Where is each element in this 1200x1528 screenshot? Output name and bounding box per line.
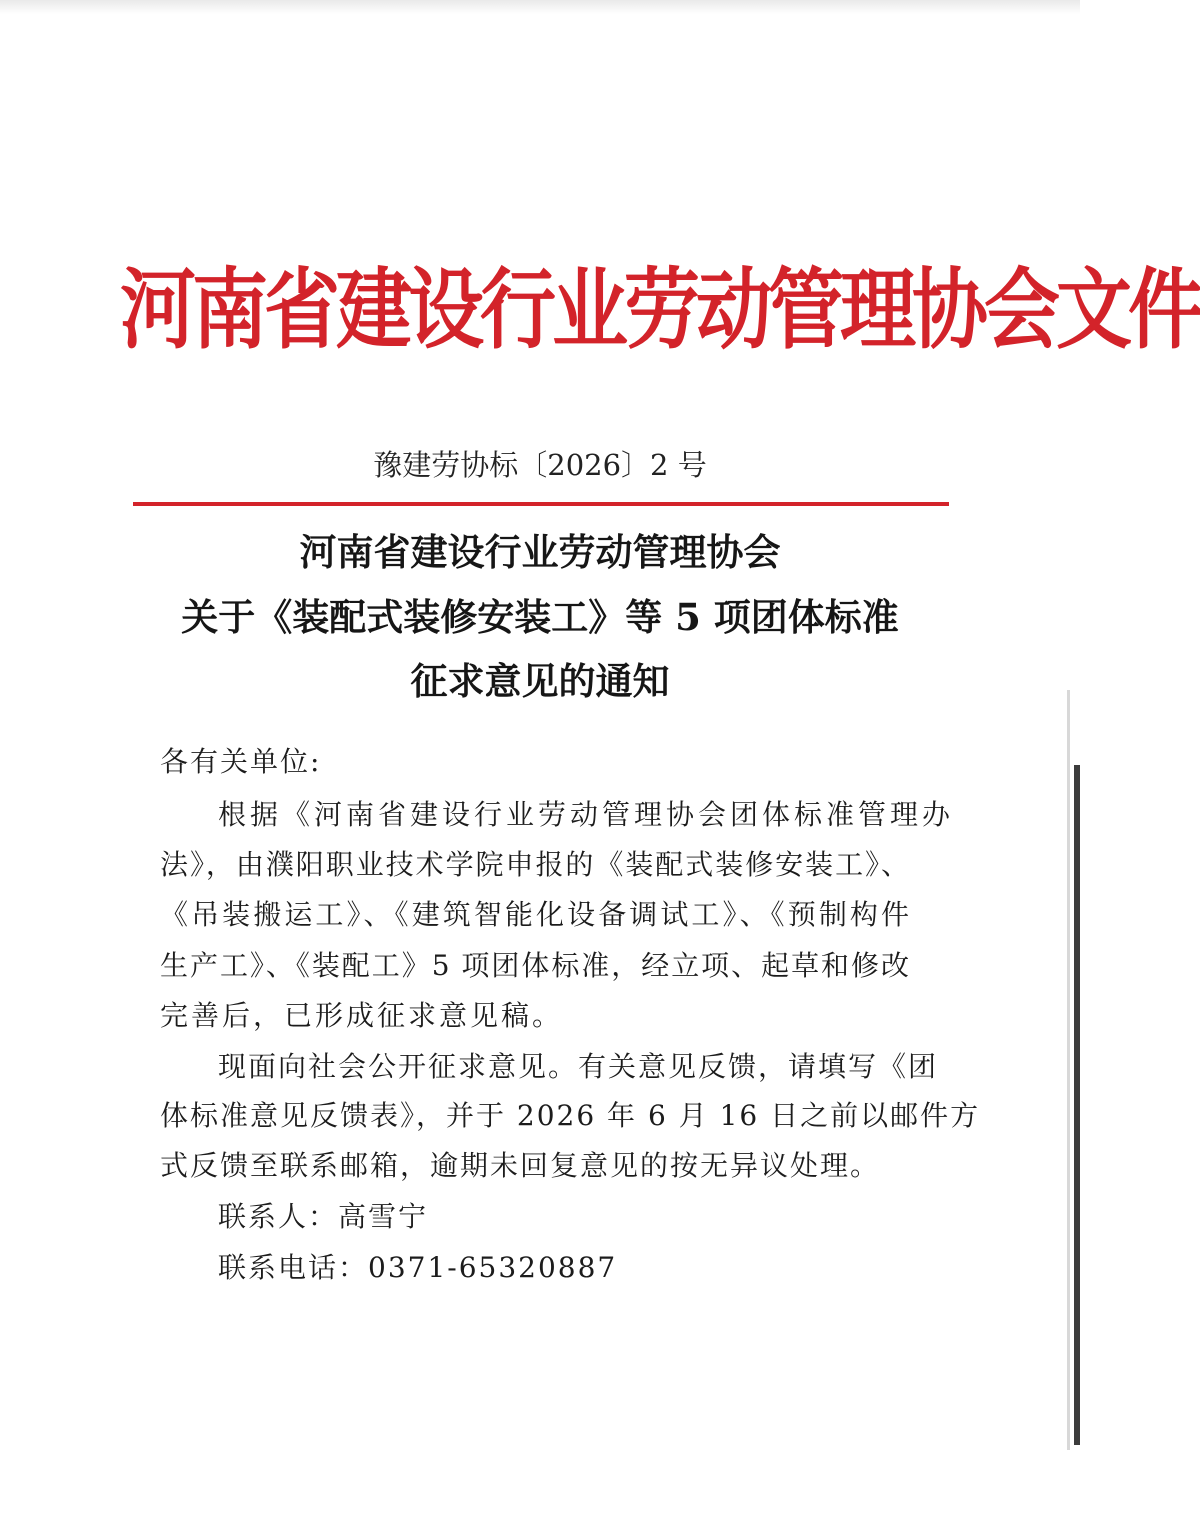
page-edge-dark — [1074, 765, 1080, 1445]
notice-title-line-3: 征求意见的通知 — [410, 659, 670, 703]
paragraph-2-line-2: 体标准意见反馈表》，并于 2026 年 6 月 16 日之前以邮件方 — [160, 1099, 981, 1132]
page-top-shadow — [0, 0, 1080, 14]
red-divider-line — [133, 502, 949, 506]
salutation: 各有关单位: — [160, 745, 322, 778]
document-number: 豫建劳协标〔2026〕2 号 — [373, 448, 707, 482]
page-edge-shadow — [1067, 690, 1070, 1450]
paragraph-2-line-3: 式反馈至联系邮箱，逾期未回复意见的按无异议处理。 — [160, 1149, 881, 1182]
contact-person: 联系人：高雪宁 — [218, 1200, 429, 1233]
paragraph-1-line-3: 《吊装搬运工》、《建筑智能化设备调试工》、《预制构件 — [160, 898, 910, 931]
paragraph-2-line-1: 现面向社会公开征求意见。有关意见反馈，请填写《团 — [218, 1050, 939, 1083]
contact-phone: 联系电话：0371-65320887 — [218, 1251, 618, 1284]
paragraph-1-line-5: 完善后，已形成征求意见稿。 — [160, 999, 564, 1032]
masthead-title: 河南省建设行业劳动管理协会文件 — [120, 258, 1200, 361]
paragraph-1-line-1: 根据《河南省建设行业劳动管理协会团体标准管理办 — [218, 798, 955, 831]
notice-title-line-2: 关于《装配式装修安装工》等 5 项团体标准 — [181, 595, 899, 639]
paragraph-1-line-4: 生产工》、《装配工》5 项团体标准，经立项、起草和修改 — [160, 949, 910, 982]
notice-title-line-1: 河南省建设行业劳动管理协会 — [299, 530, 781, 574]
paragraph-1-line-2: 法》，由濮阳职业技术学院申报的《装配式装修安装工》、 — [160, 848, 910, 881]
